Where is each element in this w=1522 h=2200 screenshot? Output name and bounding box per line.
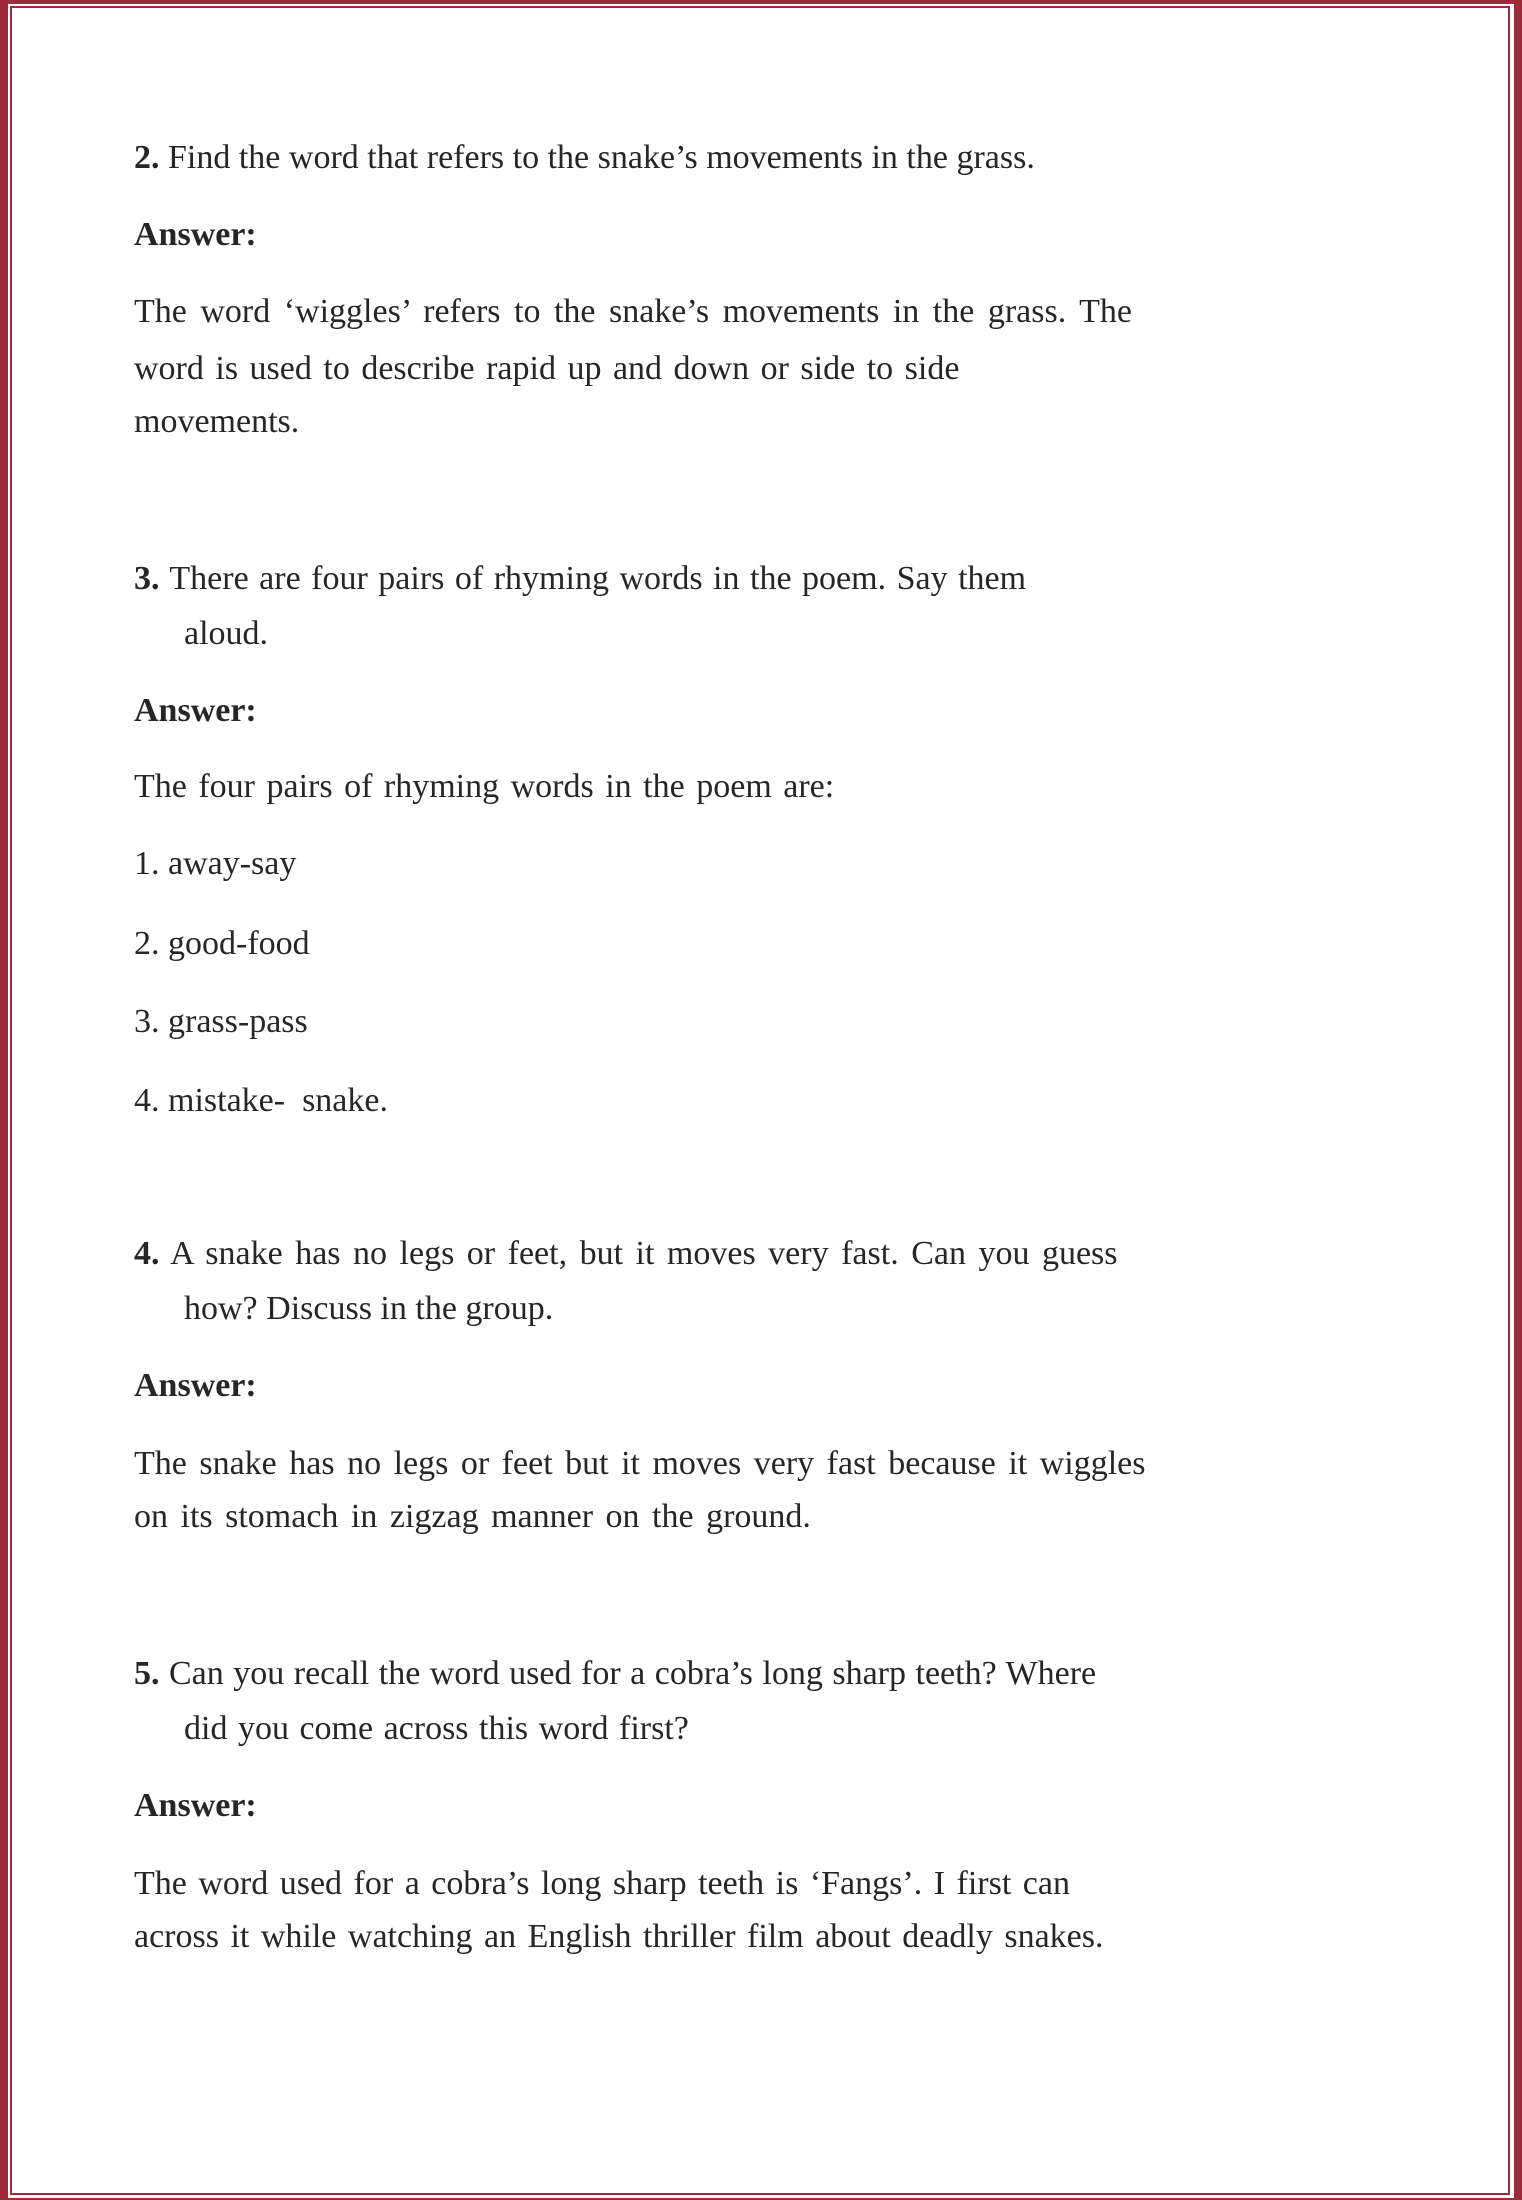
question-2-line-1 bbox=[134, 138, 1035, 178]
question-number: 3. bbox=[134, 560, 160, 597]
answer-text: on its stomach in zigzag manner on the ground. bbox=[134, 1498, 811, 1535]
question-text: did you come across this word first? bbox=[184, 1710, 689, 1747]
question-number: 5. bbox=[134, 1655, 160, 1692]
question-3-line-1 bbox=[134, 559, 1026, 599]
answer-text: The word used for a cobra’s long sharp teeth is ‘Fangs’. I first can bbox=[134, 1865, 1070, 1902]
question-text: Can you recall the word used for a cobra’s long sharp teeth? Where bbox=[169, 1655, 1097, 1692]
question-4-line-1 bbox=[134, 1234, 1118, 1274]
question-text: Find the word that refers to the snake’s movements in the grass. bbox=[168, 139, 1035, 176]
question-5-line-1 bbox=[134, 1654, 1096, 1694]
answer-text: movements. bbox=[134, 403, 300, 440]
rhyme-list-item: 4. mistake- snake. bbox=[134, 1082, 388, 1119]
answer-text: The word ‘wiggles’ refers to the snake’s movements in the grass. The bbox=[134, 293, 1132, 330]
question-text: how? Discuss in the group. bbox=[184, 1290, 554, 1327]
answer-text: The snake has no legs or feet but it moves very fast because it wiggles bbox=[134, 1445, 1146, 1482]
rhyme-list-item: 3. grass-pass bbox=[134, 1003, 308, 1040]
rhyme-list-item: 1. away-say bbox=[134, 845, 297, 882]
rhyme-list-item: 2. good-food bbox=[134, 925, 310, 962]
answer-text: The four pairs of rhyming words in the poem are: bbox=[134, 768, 835, 805]
answer-label: Answer: bbox=[134, 216, 257, 253]
question-text: aloud. bbox=[184, 615, 269, 652]
question-number: 4. bbox=[134, 1235, 160, 1272]
answer-label: Answer: bbox=[134, 1787, 257, 1824]
question-number: 2. bbox=[134, 139, 160, 176]
answer-text: word is used to describe rapid up and down or side to side bbox=[134, 350, 960, 387]
question-text: A snake has no legs or feet, but it moves very fast. Can you guess bbox=[170, 1235, 1118, 1272]
answer-text: across it while watching an English thriller film about deadly snakes. bbox=[134, 1918, 1104, 1955]
question-text: There are four pairs of rhyming words in the poem. Say them bbox=[169, 560, 1027, 597]
answer-label: Answer: bbox=[134, 1367, 257, 1404]
answer-label: Answer: bbox=[134, 692, 257, 729]
